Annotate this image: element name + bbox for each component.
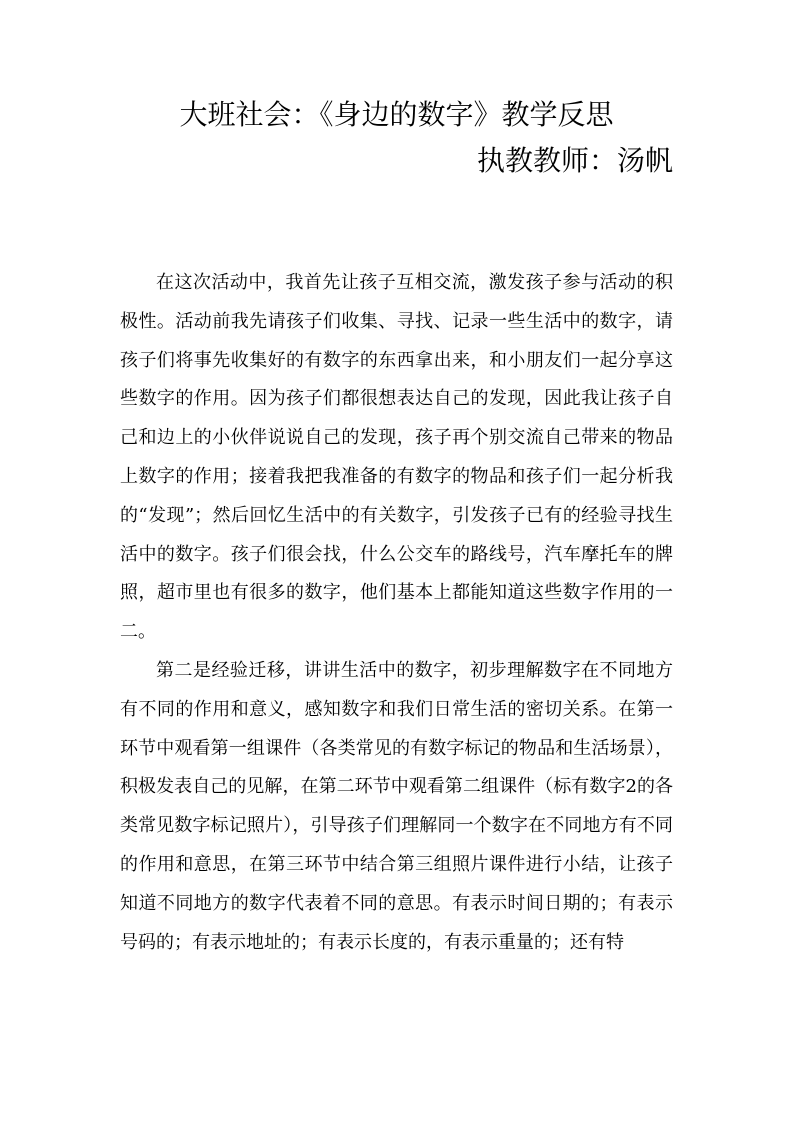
paragraph-2: 第二是经验迁移，讲讲生活中的数字，初步理解数字在不同地方有不同的作用和意义，感知数字和我们日常生活的密切关系。在第一环节中观看第一组课件（各类常见的有数字标记的物品和生活场景），积极发表自己的见解，在第二环节中观看第二组课件（标有数字2的各类常见数字标记照片），引导孩子们理解同一个数字在不同地方有不同的作用和意思，在第三环节中结合第三组照片课件进行小结，让孩子知道不同地方的数字代表着不同的意思。有表示时间日期的；有表示号码的；有表示地址的；有表示长度的，有表示重量的；还有特	[120, 659, 673, 953]
author-line: 执教教师：汤帆	[476, 144, 673, 177]
document-body	[120, 264, 673, 962]
document-title: 大班社会：《身边的数字》教学反思	[179, 98, 614, 131]
paragraph-1: 在这次活动中，我首先让孩子互相交流，激发孩子参与活动的积极性。活动前我先请孩子们收集、寻找、记录一些生活中的数字，请孩子们将事先收集好的有数字的东西拿出来，和小朋友们一起分享这些数字的作用。因为孩子们都很想表达自己的发现，因此我让孩子自己和边上的小伙伴说说自己的发现，孩子再个别交流自己带来的物品上数字的作用；接着我把我准备的有数字的物品和孩子们一起分析我的“发现”；然后回忆生活中的有关数字，引发孩子已有的经验寻找生活中的数字。孩子们很会找，什么公交车的路线号，汽车摩托车的牌照，超市里也有很多的数字，他们基本上都能知道这些数字作用的一二。	[120, 272, 673, 643]
